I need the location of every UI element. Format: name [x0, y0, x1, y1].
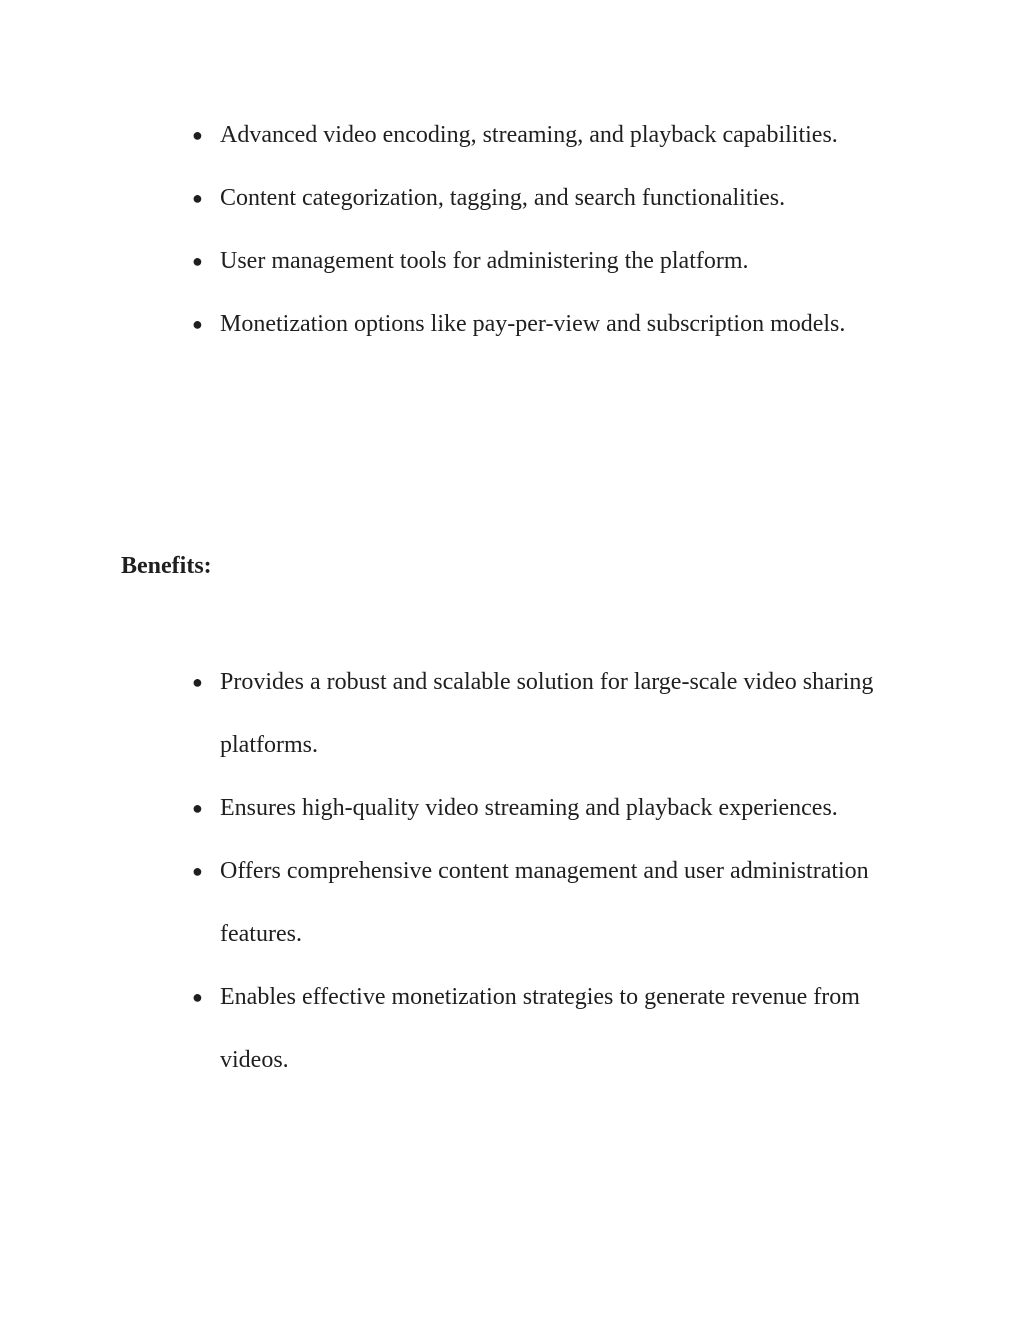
list-item-text: Advanced video encoding, streaming, and playback capabilities.: [220, 122, 838, 148]
list-item: [190, 651, 910, 777]
bullet-icon: ●: [192, 125, 203, 145]
bullet-icon: ●: [192, 672, 203, 692]
bullet-icon: ●: [192, 251, 203, 271]
list-item: [190, 104, 910, 167]
features-list: [190, 104, 910, 356]
list-item-text: Content categorization, tagging, and search functionalities.: [220, 185, 786, 211]
list-item: [190, 167, 910, 230]
list-item: [190, 777, 910, 840]
list-item-text: Enables effective monetization strategies to generate revenue from videos.: [220, 984, 860, 1073]
bullet-icon: ●: [192, 314, 203, 334]
list-item: [190, 840, 910, 966]
benefits-heading: Benefits:: [121, 553, 212, 579]
bullet-icon: ●: [192, 798, 203, 818]
bullet-icon: ●: [192, 188, 203, 208]
bullet-icon: ●: [192, 861, 203, 881]
list-item: [190, 966, 910, 1092]
list-item-text: Provides a robust and scalable solution for large-scale video sharing platforms.: [220, 669, 874, 758]
list-item-text: User management tools for administering the platform.: [220, 248, 749, 274]
list-item: [190, 230, 910, 293]
list-item-text: Ensures high-quality video streaming and playback experiences.: [220, 795, 838, 821]
bullet-icon: ●: [192, 987, 203, 1007]
benefits-list: [190, 651, 910, 1092]
list-item-text: Monetization options like pay-per-view and subscription models.: [220, 311, 846, 337]
list-item-text: Offers comprehensive content management and user administration features.: [220, 858, 869, 947]
list-item: [190, 293, 910, 356]
